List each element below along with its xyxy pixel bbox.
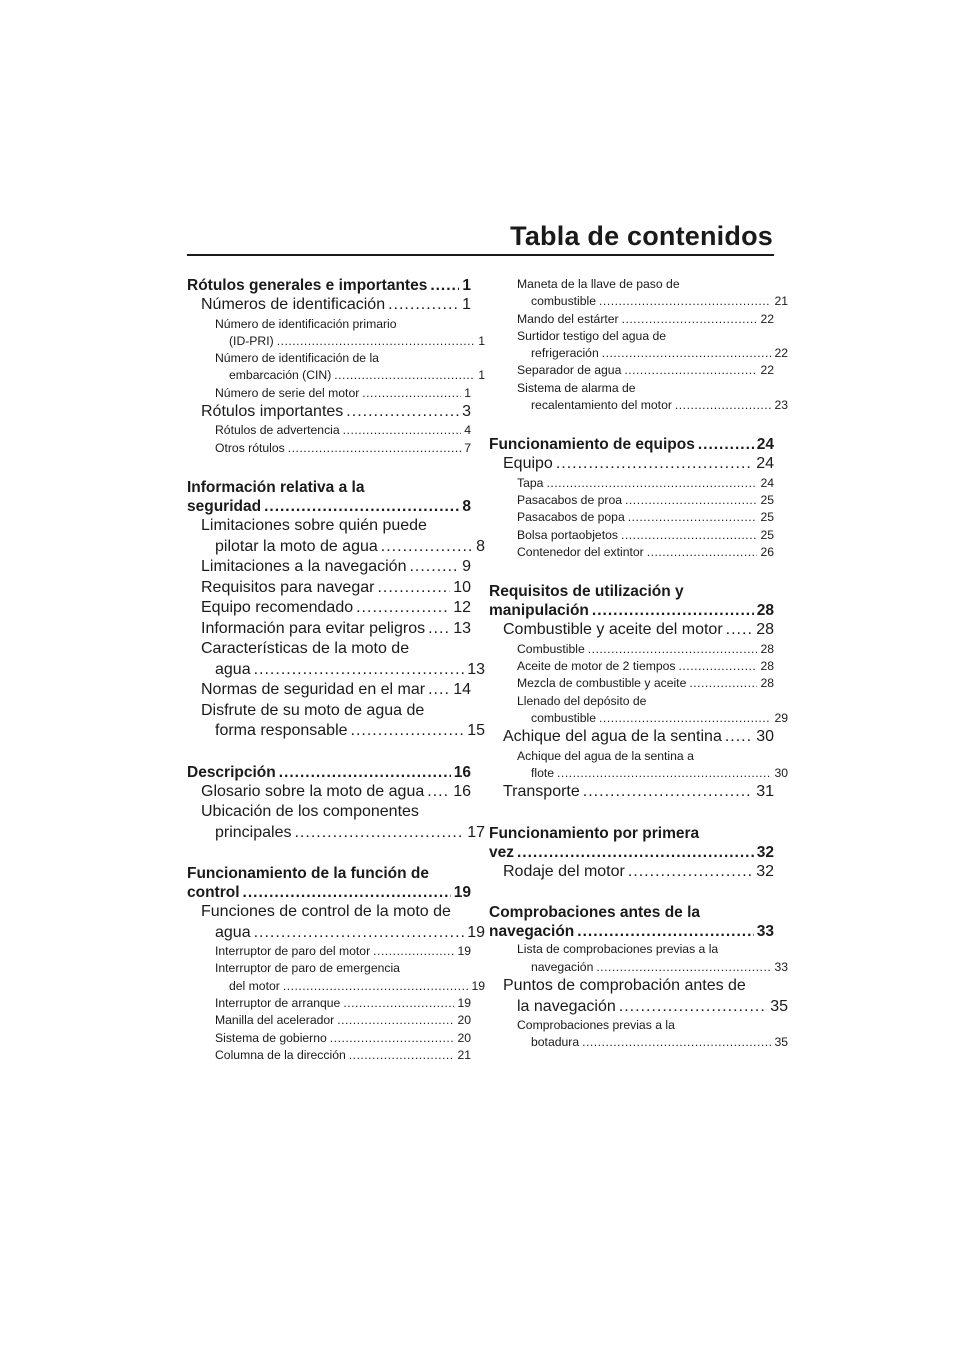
toc-page-number: 1 [464, 385, 471, 400]
toc-entry-level-3[interactable] [489, 675, 774, 692]
toc-entry-title-line: Características de la moto de [201, 640, 410, 658]
toc-entry-level-3[interactable] [489, 748, 788, 783]
toc-entry-level-2[interactable] [187, 578, 471, 599]
toc-entry-title: Contenedor del extintor [517, 545, 644, 560]
dot-leader [337, 1012, 454, 1029]
toc-page-number: 28 [756, 602, 774, 620]
dot-leader [346, 402, 459, 423]
toc-entry-title: pilotar la moto de agua [215, 537, 378, 555]
toc-page-number: 24 [756, 455, 774, 473]
dot-leader [726, 620, 754, 641]
dot-leader [599, 293, 771, 310]
toc-entry-level-3[interactable] [187, 422, 471, 439]
toc-page-number: 25 [760, 510, 774, 525]
dot-leader [592, 601, 754, 620]
toc-entry-level-3[interactable] [489, 475, 774, 492]
toc-page-number: 19 [453, 884, 471, 902]
toc-page-number: 30 [774, 766, 788, 781]
dot-leader [356, 598, 450, 619]
dot-leader [679, 658, 758, 675]
dot-leader [343, 995, 454, 1012]
toc-page-number: 28 [756, 621, 774, 639]
toc-page-number: 32 [756, 843, 774, 861]
toc-page-number: 28 [760, 676, 774, 691]
toc-entry-title-line: Número de identificación primario [215, 316, 397, 331]
toc-entry-level-1[interactable] [187, 864, 471, 902]
toc-page-number: 23 [774, 398, 788, 413]
dot-leader [427, 782, 450, 803]
toc-page-number: 7 [464, 440, 471, 455]
toc-entry-title: Equipo recomendado [201, 599, 354, 617]
toc-entry-title: Equipo [503, 455, 553, 473]
toc-entry-level-2[interactable] [489, 976, 788, 1017]
toc-entry-level-2[interactable] [187, 701, 485, 742]
toc-entry-title-line: Maneta de la llave de paso de [517, 277, 680, 291]
dot-leader [388, 295, 459, 316]
toc-page-number: 19 [457, 944, 471, 959]
toc-entry-title: Rodaje del motor [503, 862, 625, 880]
toc-entry-title-line: Lista de comprobaciones previas a la [517, 942, 719, 957]
toc-entry-title: embarcación (CIN) [229, 368, 332, 383]
toc-page-number: 14 [453, 681, 471, 699]
toc-entry-title-line: Limitaciones sobre quién puede [201, 517, 427, 535]
dot-leader [725, 727, 753, 748]
dot-leader [377, 578, 450, 599]
toc-entry-title-line: Información relativa a la [187, 479, 365, 497]
dot-leader [428, 619, 450, 640]
toc-entry-level-1[interactable] [489, 435, 774, 454]
toc-page-number: 19 [467, 923, 485, 941]
toc-page-number: 32 [756, 862, 774, 880]
toc-page-number: 17 [467, 823, 485, 841]
toc-entry-title: Aceite de motor de 2 tiempos [517, 659, 676, 674]
toc-entry-title-line: Comprobaciones previas a la [517, 1018, 675, 1033]
toc-entry-title: refrigeración [531, 346, 599, 361]
toc-page-number: 1 [462, 296, 471, 313]
toc-entry-title: Combustible y aceite del motor [503, 621, 723, 639]
toc-entry-level-1[interactable] [489, 903, 774, 941]
toc-entry-title: recalentamiento del motor [531, 398, 672, 413]
toc-entry-level-3[interactable] [187, 995, 471, 1012]
toc-page-number: 28 [760, 659, 774, 674]
toc-entry-title: forma responsable [215, 722, 348, 740]
toc-page-number: 30 [756, 728, 774, 746]
toc-entry-title-line: Ubicación de los componentes [201, 803, 419, 821]
toc-entry-title: navegación [489, 923, 575, 941]
dot-leader [602, 345, 772, 362]
toc-page-number: 31 [756, 783, 774, 801]
toc-entry-level-2[interactable] [187, 639, 485, 680]
toc-entry-title: combustible [531, 294, 597, 309]
dot-leader [624, 362, 757, 379]
dot-leader [430, 276, 459, 295]
toc-entry-level-2[interactable] [187, 802, 485, 843]
dot-leader [577, 922, 753, 941]
toc-entry-level-3[interactable] [489, 362, 774, 379]
toc-entry-level-3[interactable] [489, 641, 774, 658]
toc-entry-level-1[interactable] [489, 582, 774, 620]
toc-left-column [187, 276, 485, 1064]
toc-entry-title: Rótulos importantes [201, 402, 344, 420]
dot-leader [622, 311, 758, 328]
toc-page-number: 28 [760, 641, 774, 656]
toc-entry-title: (ID-PRI) [229, 333, 274, 348]
toc-page-number: 22 [760, 363, 774, 378]
dot-leader [428, 680, 450, 701]
toc-page-number: 13 [467, 660, 485, 678]
toc-entry-title: Bolsa portaobjetos [517, 527, 618, 542]
dot-leader [596, 959, 771, 976]
page-title: Tabla de contenidos [510, 221, 773, 251]
toc-entry-title: botadura [531, 1035, 580, 1050]
toc-page-number: 20 [457, 1030, 471, 1045]
toc-entry-title: Mezcla de combustible y aceite [517, 676, 687, 691]
dot-leader [288, 440, 461, 457]
toc-page-number: 35 [774, 1035, 788, 1050]
toc-entry-level-1[interactable] [187, 763, 471, 782]
toc-entry-title: Números de identificación [201, 296, 386, 313]
toc-page-number: 26 [760, 545, 774, 560]
dot-leader [362, 385, 461, 402]
dot-leader [628, 509, 758, 526]
toc-entry-level-3[interactable] [187, 943, 471, 960]
toc-entry-title: Sistema de gobierno [215, 1030, 327, 1045]
toc-entry-title-line: Disfrute de su moto de agua de [201, 701, 425, 719]
toc-entry-title-line: Achique del agua de la sentina a [517, 748, 694, 763]
toc-entry-title: manipulación [489, 602, 589, 620]
toc-entry-level-3[interactable] [187, 1012, 471, 1029]
toc-entry-title: agua [215, 660, 251, 678]
dot-leader [628, 862, 753, 883]
toc-entry-title: Separador de agua [517, 363, 622, 378]
toc-entry-title-line: Sistema de alarma de [517, 380, 636, 395]
toc-entry-title: agua [215, 923, 251, 941]
dot-leader [343, 422, 462, 439]
toc-entry-level-2[interactable] [187, 680, 471, 701]
toc-entry-title-line: Número de identificación de la [215, 351, 379, 366]
toc-entry-title: del motor [229, 978, 280, 993]
dot-leader [243, 883, 451, 902]
toc-entry-level-2[interactable] [187, 902, 485, 943]
toc-entry-title: flote [531, 766, 555, 781]
dot-leader [264, 497, 459, 516]
toc-page-number: 21 [457, 1047, 471, 1062]
dot-leader [330, 1030, 455, 1047]
toc-entry-title: seguridad [187, 498, 262, 516]
toc-entry-level-1[interactable] [187, 478, 471, 516]
toc-entry-level-3[interactable] [489, 1017, 788, 1052]
toc-entry-title-line: Requisitos de utilización y [489, 583, 684, 601]
toc-entry-title-line: Puntos de comprobación antes de [503, 977, 746, 995]
toc-entry-level-3[interactable] [489, 328, 788, 363]
toc-entry-title-line: Interruptor de paro de emergencia [215, 961, 400, 976]
toc-page-number: 10 [453, 578, 471, 596]
toc-entry-title: Mando del estárter [517, 311, 619, 326]
toc-entry-level-3[interactable] [187, 316, 485, 351]
toc-entry-title: principales [215, 823, 292, 841]
toc-entry-level-3[interactable] [187, 440, 471, 457]
dot-leader [698, 435, 754, 454]
dot-leader [621, 527, 757, 544]
toc-entry-title: vez [489, 843, 514, 861]
toc-entry-title: Pasacabos de proa [517, 493, 623, 508]
toc-entry-level-1[interactable] [489, 824, 774, 862]
toc-entry-level-2[interactable] [489, 862, 774, 883]
dot-leader [582, 1034, 771, 1051]
toc-entry-title: navegación [531, 959, 594, 974]
toc-entry-level-2[interactable] [489, 782, 774, 803]
dot-leader [546, 475, 757, 492]
title-rule [187, 254, 774, 256]
toc-entry-title: Interruptor de paro del motor [215, 944, 371, 959]
dot-leader [517, 843, 754, 862]
toc-page-number: 24 [760, 475, 774, 490]
toc-entry-level-1[interactable] [187, 276, 471, 295]
dot-leader [557, 765, 771, 782]
toc-entry-level-2[interactable] [187, 782, 471, 803]
toc-entry-level-2[interactable] [489, 454, 774, 475]
toc-right-column [489, 276, 788, 1052]
toc-entry-title-line: Llenado del depósito de [517, 693, 647, 708]
toc-entry-level-3[interactable] [187, 1047, 471, 1064]
toc-entry-level-2[interactable] [187, 295, 471, 316]
toc-page-number: 25 [760, 493, 774, 508]
dot-leader [599, 710, 771, 727]
toc-entry-title: Limitaciones a la navegación [201, 558, 407, 576]
toc-page-number: 29 [774, 711, 788, 726]
dot-leader [254, 660, 465, 681]
toc-entry-title-line: Funcionamiento por primera [489, 824, 700, 842]
toc-entry-level-3[interactable] [187, 385, 471, 402]
toc-page-number: 19 [457, 995, 471, 1010]
toc-page-number: 4 [464, 423, 471, 438]
toc-entry-level-2[interactable] [187, 402, 471, 423]
dot-leader [351, 721, 465, 742]
toc-entry-title: Otros rótulos [215, 440, 285, 455]
toc-entry-level-3[interactable] [489, 380, 788, 415]
toc-page-number: 20 [457, 1013, 471, 1028]
toc-page-number: 25 [760, 527, 774, 542]
toc-page-number: 9 [462, 558, 471, 576]
dot-leader [277, 333, 476, 350]
toc-entry-level-3[interactable] [489, 941, 788, 976]
toc-entry-level-2[interactable] [187, 598, 471, 619]
dot-leader [647, 544, 758, 561]
toc-entry-title: control [187, 884, 240, 902]
toc-entry-title: Manilla del acelerador [215, 1013, 335, 1028]
toc-entry-level-2[interactable] [489, 727, 774, 748]
toc-entry-title: Rótulos generales e importantes [187, 277, 428, 294]
toc-entry-level-3[interactable] [489, 544, 774, 561]
toc-page-number: 22 [774, 346, 788, 361]
toc-page-number: 16 [453, 782, 471, 800]
toc-entry-title: Normas de seguridad en el mar [201, 681, 426, 699]
toc-entry-title-line: Surtidor testigo del agua de [517, 328, 667, 343]
toc-page-number: 3 [462, 402, 471, 420]
dot-leader [556, 454, 753, 475]
toc-entry-level-2[interactable] [489, 620, 774, 641]
toc-entry-level-3[interactable] [489, 527, 774, 544]
toc-page-number: 22 [760, 311, 774, 326]
toc-entry-title: Combustible [517, 641, 585, 656]
toc-entry-level-3[interactable] [187, 350, 485, 385]
toc-entry-title: Interruptor de arranque [215, 995, 341, 1010]
toc-entry-title: Glosario sobre la moto de agua [201, 782, 425, 800]
toc-page-number: 15 [467, 722, 485, 740]
toc-entry-level-3[interactable] [489, 492, 774, 509]
toc-entry-level-3[interactable] [187, 1030, 471, 1047]
toc-entry-title: Pasacabos de popa [517, 510, 625, 525]
toc-page-number: 19 [471, 978, 485, 993]
toc-entry-title: Información para evitar peligros [201, 619, 426, 637]
toc-entry-title: Requisitos para navegar [201, 578, 375, 596]
dot-leader [619, 997, 767, 1018]
dot-leader [373, 943, 454, 960]
toc-page-number: 13 [453, 619, 471, 637]
toc-page-number: 33 [756, 923, 774, 941]
toc-page-number: 8 [462, 498, 471, 516]
dot-leader [625, 492, 757, 509]
dot-leader [294, 823, 464, 844]
toc-entry-level-3[interactable] [489, 693, 788, 728]
toc-page-number: 12 [453, 599, 471, 617]
toc-entry-level-3[interactable] [489, 276, 788, 311]
toc-page-number: 24 [756, 436, 774, 454]
toc-entry-title-line: Funciones de control de la moto de [201, 903, 451, 921]
toc-entry-level-3[interactable] [489, 509, 774, 526]
dot-leader [675, 397, 772, 414]
toc-entry-level-2[interactable] [187, 516, 485, 557]
toc-page-number: 8 [476, 537, 485, 555]
toc-page-number: 1 [478, 333, 485, 348]
toc-entry-level-3[interactable] [187, 960, 485, 995]
toc-page-number: 1 [462, 277, 471, 294]
toc-entry-title-line: Comprobaciones antes de la [489, 904, 701, 922]
toc-entry-level-2[interactable] [187, 557, 471, 578]
toc-page-number: 33 [774, 959, 788, 974]
dot-leader [583, 782, 753, 803]
dot-leader [254, 923, 465, 944]
toc-page-number: 35 [770, 997, 788, 1015]
toc-entry-title: Columna de la dirección [215, 1047, 346, 1062]
toc-entry-title: Rótulos de advertencia [215, 423, 340, 438]
toc-entry-level-2[interactable] [187, 619, 471, 640]
dot-leader [279, 763, 451, 782]
toc-entry-title: Funcionamiento de equipos [489, 436, 695, 454]
dot-leader [283, 978, 469, 995]
toc-page-number: 16 [453, 763, 471, 781]
toc-page-number: 1 [478, 368, 485, 383]
toc-entry-title-line: Funcionamiento de la función de [187, 865, 429, 883]
dot-leader [334, 367, 475, 384]
toc-entry-title: Transporte [503, 783, 580, 801]
toc-entry-title: combustible [531, 711, 597, 726]
toc-entry-title: Tapa [517, 475, 544, 490]
dot-leader [689, 675, 757, 692]
toc-entry-title: Achique del agua de la sentina [503, 728, 722, 746]
dot-leader [349, 1047, 455, 1064]
toc-page-number: 21 [774, 294, 788, 309]
toc-entry-level-3[interactable] [489, 311, 774, 328]
dot-leader [588, 641, 758, 658]
dot-leader [409, 557, 459, 578]
dot-leader [381, 537, 473, 558]
toc-entry-title: Descripción [187, 763, 276, 781]
toc-entry-title: Número de serie del motor [215, 385, 360, 400]
toc-entry-level-3[interactable] [489, 658, 774, 675]
toc-entry-title: la navegación [517, 997, 616, 1015]
